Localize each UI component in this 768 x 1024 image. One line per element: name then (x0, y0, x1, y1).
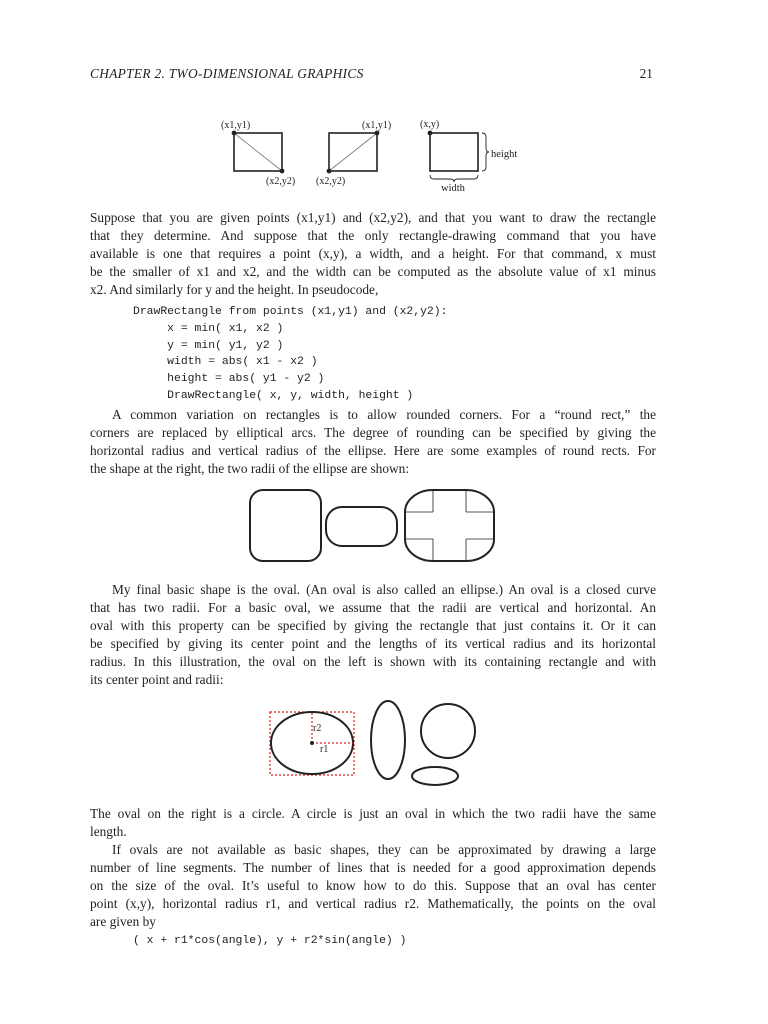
label-x2y2-left: (x2,y2) (266, 176, 296, 187)
round-rect-with-radii (405, 490, 494, 561)
chapter-title: CHAPTER 2. TWO-DIMENSIONAL GRAPHICS (90, 66, 364, 81)
diagonal-middle (329, 133, 377, 171)
text-line: If ovals are not available as basic shapes, they can be approximated by drawing a large (112, 842, 656, 857)
text-line: horizontal radius and vertical radius of the ellipse. Here are some examples of round rects. For (90, 443, 656, 458)
height-brace (482, 133, 489, 171)
text-line: be specified by giving its center point and the lengths of its vertical radius and its horizontal (90, 636, 656, 651)
text-line: A common variation on rectangles is to allow rounded corners. For a “round rect,” the (112, 407, 656, 422)
round-rect-square (250, 490, 321, 561)
point-xy (428, 131, 433, 136)
label-x2y2-middle: (x2,y2) (316, 176, 346, 187)
flat-oval (412, 767, 458, 785)
label-r1: r1 (320, 744, 329, 755)
paragraph-round-rects (90, 406, 656, 478)
text-line: that they determine. And suppose that the only rectangle-drawing command that you have (90, 228, 656, 243)
paragraph-circle (90, 805, 656, 841)
circle (421, 704, 475, 758)
text-line: radius. In this illustration, the oval on the left is shown with its containing rectangle and with (90, 654, 656, 669)
rectangle-right (430, 133, 478, 171)
text-line: Suppose that you are given points (x1,y1) and (x2,y2), and that you want to draw the rectangle (90, 210, 656, 225)
text-line: corners are replaced by elliptical arcs. The degree of rounding can be specified by giving the (90, 425, 656, 440)
running-head (90, 66, 653, 82)
oval-point-formula: ( x + r1*cos(angle), y + r2*sin(angle) ) (133, 935, 407, 947)
diagonal-left (234, 133, 282, 171)
figure-ovals (0, 700, 768, 790)
label-xy: (x,y) (420, 119, 440, 130)
page-number: 21 (639, 66, 653, 81)
center-point (310, 741, 314, 745)
paragraph-ovals (90, 581, 656, 689)
text-line: be the smaller of x1 and x2, and the width can be computed as the absolute value of x1 minus (90, 264, 656, 279)
point-x1y1-left (232, 131, 237, 136)
point-x2y2-left (280, 169, 285, 174)
pseudocode-draw-rectangle: DrawRectangle from points (x1,y1) and (x2,y2): x = min( x1, x2 ) y = min( y1, y2 ) width = abs( x1 - x2 ) height = abs( y1 - y2 ) DrawRectangle( x, y, width, height ) (133, 306, 448, 402)
label-height: height (491, 149, 518, 160)
label-width: width (441, 183, 465, 194)
text-line: on the size of the oval. It’s useful to know how to do this. Suppose that an oval has center (90, 878, 656, 893)
text-line: length. (90, 824, 127, 839)
label-x1y1-left: (x1,y1) (221, 120, 251, 131)
label-x1y1-middle: (x1,y1) (362, 120, 392, 131)
text-line: The oval on the right is a circle. A circle is just an oval in which the two radii have the same (90, 806, 656, 821)
round-rect-pill (326, 507, 397, 546)
width-brace (430, 175, 478, 182)
text-line: point (x,y), horizontal radius r1, and vertical radius r2. Mathematically, the points on the oval (90, 896, 656, 911)
text-line: the shape at the right, the two radii of the ellipse are shown: (90, 461, 410, 476)
text-line: oval with this property can be specified by giving the rectangle that just contains it. Or it can (90, 618, 656, 633)
text-line: available is one that requires a point (x,y), a width, and a height. For that command, x must (90, 246, 656, 261)
tall-oval (371, 701, 405, 779)
figure-rectangles (0, 110, 768, 195)
text-line: x2. And similarly for y and the height. In pseudocode, (90, 282, 379, 297)
text-line: its center point and radii: (90, 672, 224, 687)
point-x1y1-middle (375, 131, 380, 136)
text-line: that has two radii. For a basic oval, we assume that the radii are vertical and horizontal. An (90, 600, 656, 615)
paragraph-approximation (90, 841, 656, 931)
text-line: are given by (90, 914, 156, 929)
paragraph-rectangle-points (90, 209, 656, 299)
label-r2: r2 (313, 723, 322, 734)
text-line: My final basic shape is the oval. (An oval is also called an ellipse.) An oval is a closed curve (112, 582, 656, 597)
figure-round-rects (0, 482, 768, 570)
point-x2y2-middle (327, 169, 332, 174)
text-line: number of line segments. The number of lines that is needed for a good approximation depends (90, 860, 656, 875)
